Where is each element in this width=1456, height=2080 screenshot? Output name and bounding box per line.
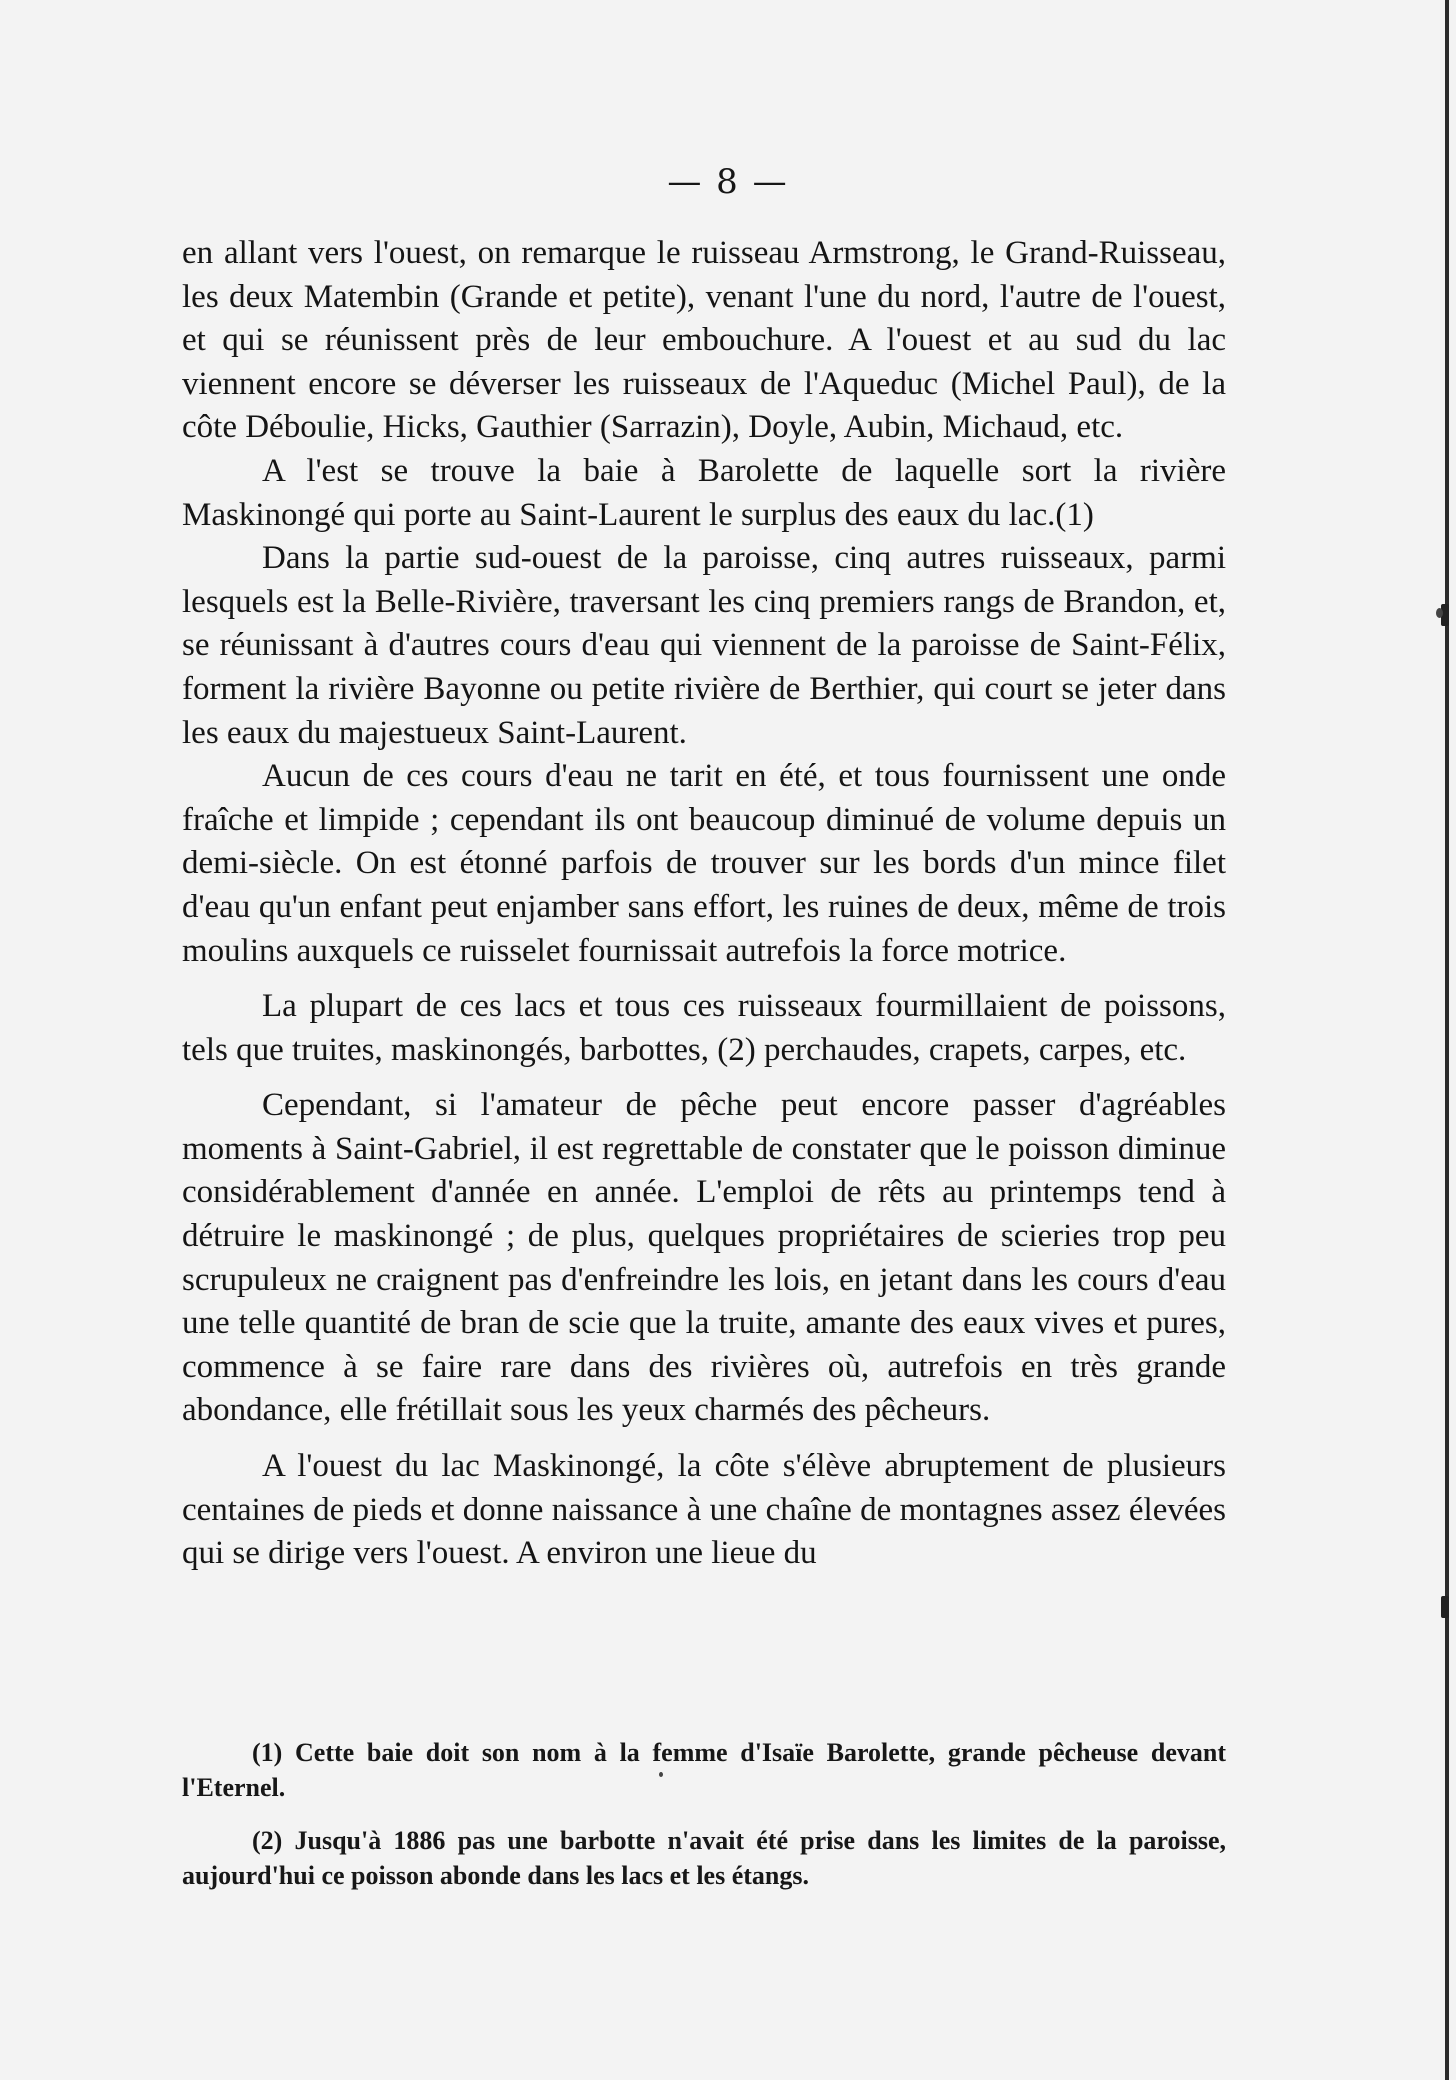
paragraph: A l'ouest du lac Maskinongé, la côte s'élève abruptement de plusieurs centaines de pieds et donne naissance à une chaîne de montagnes assez élevées qui se dirige vers l'ouest. A environ une lieue du: [182, 1448, 1226, 1572]
paragraph: Dans la partie sud-ouest de la paroisse, cinq autres ruisseaux, parmi lesquels est la Belle-Rivière, traversant les cinq premiers rangs de Brandon, et, se réunissant à d'autres cours d'eau qui viennent de la paroisse de Saint-Félix, forment la rivière Bayonne ou petite rivière de Berthier, qui court se jeter dans les eaux du majestueux Saint-Laurent.: [182, 540, 1226, 751]
body-text: [182, 232, 1226, 1576]
paragraph: Cependant, si l'amateur de pêche peut encore passer d'agréables moments à Saint-Gabriel, il est regrettable de constater que le poisson diminue considérablement d'année en année. L'emploi de rêts au printemps tend à détruire le maskinongé ; de plus, quelques propriétaires de scieries trop peu scrupuleux ne craignent pas d'enfreindre les lois, en jetant dans les cours d'eau une telle quantité de bran de scie que la truite, amante des eaux vives et pures, commence à se faire rare dans des rivières où, autrefois en très grande abondance, elle frétillait sous les yeux charmés des pêcheurs.: [182, 1087, 1226, 1429]
footnote: (1) Cette baie doit son nom à la femme d'Isaïe Barolette, grande pêcheuse devant l'Eternel.: [182, 1738, 1226, 1802]
paragraph: La plupart de ces lacs et tous ces ruisseaux fourmillaient de poissons, tels que truites, maskinongés, barbottes, (2) perchaudes, crapets, carpes, etc.: [182, 988, 1226, 1068]
edge-mark: [1441, 1596, 1449, 1618]
paragraph: A l'est se trouve la baie à Barolette de laquelle sort la rivière Maskinongé qui porte au Saint-Laurent le surplus des eaux du lac.(1): [182, 452, 1226, 533]
page-edge-line: [1445, 0, 1449, 2080]
page-number: — 8 —: [667, 162, 789, 202]
scan-speck: [659, 1772, 663, 1777]
footnote: (2) Jusqu'à 1886 pas une barbotte n'avait été prise dans les limites de la paroisse, aujourd'hui ce poisson abonde dans les lacs et les étangs.: [182, 1826, 1226, 1890]
paragraph: Aucun de ces cours d'eau ne tarit en été, et tous fournissent une onde fraîche et limpide ; cependant ils ont beaucoup diminué de volume depuis un demi-siècle. On est étonné parfois de trouver sur les bords d'un mince filet d'eau qu'un enfant peut enjamber sans effort, les ruines de deux, même de trois moulins auxquels ce ruisselet fournissait autrefois la force motrice.: [182, 758, 1226, 969]
footnotes: [182, 1735, 1226, 1911]
paragraph: en allant vers l'ouest, on remarque le ruisseau Armstrong, le Grand-Ruisseau, les deux Matembin (Grande et petite), venant l'une du nord, l'autre de l'ouest, et qui se réunissent près de leur embouchure. A l'ouest et au sud du lac viennent encore se déverser les ruisseaux de l'Aqueduc (Michel Paul), de la côte Déboulie, Hicks, Gauthier (Sarrazin), Doyle, Aubin, Michaud, etc.: [182, 235, 1226, 446]
scan-speck: [1436, 608, 1443, 618]
